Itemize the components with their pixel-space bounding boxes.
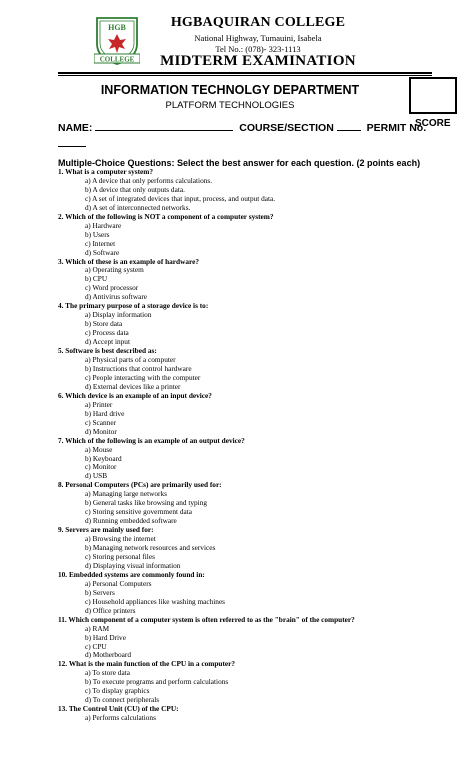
question-item (58, 571, 458, 616)
answer-option: d) Monitor (85, 426, 117, 436)
question-item (58, 347, 458, 392)
question-text: 7. Which of the following is an example of an output device? (58, 435, 245, 445)
answer-option: d) A set of interconnected networks. (85, 202, 191, 212)
score-label: SCORE (415, 118, 451, 129)
answer-option: a) Browsing the internet (85, 534, 156, 544)
answer-option: c) Process data (85, 328, 129, 338)
course-section-blank (337, 121, 361, 131)
answer-option: d) Accept input (85, 337, 130, 347)
question-item (58, 481, 458, 526)
question-list (58, 168, 458, 723)
answer-option: c) To display graphics (85, 686, 150, 696)
answer-option: d) USB (85, 471, 108, 481)
exam-title: MIDTERM EXAMINATION (160, 53, 356, 69)
answer-option: b) Hard drive (85, 408, 125, 418)
answer-option: c) A set of integrated devices that input, process, and output data. (85, 193, 276, 203)
question-item (58, 616, 458, 661)
question-item (58, 258, 458, 303)
answer-option: b) Users (85, 229, 110, 239)
college-name: HGBAQUIRAN COLLEGE (170, 15, 346, 30)
answer-option: d) Antivirus software (85, 292, 148, 302)
subject-title: PLATFORM TECHNOLOGIES (165, 100, 295, 111)
answer-option: b) Servers (85, 587, 115, 597)
svg-text:COLLEGE: COLLEGE (99, 55, 135, 64)
question-item (58, 437, 458, 482)
answer-option: c) CPU (85, 641, 107, 651)
answer-option: b) Keyboard (85, 453, 122, 463)
college-address: National Highway, Tumauini, Isabela (194, 33, 322, 43)
question-text: 6. Which device is an example of an input device? (58, 390, 212, 400)
question-item (58, 168, 458, 213)
answer-option: a) Printer (85, 399, 113, 409)
answer-option: d) Software (85, 247, 120, 257)
header-rule-thin (58, 75, 432, 76)
answer-option: d) To connect peripherals (85, 695, 160, 705)
question-item (58, 705, 458, 723)
answer-option: c) Storing personal files (85, 551, 155, 561)
question-text: 4. The primary purpose of a storage device is to: (58, 301, 209, 311)
document-header (0, 0, 474, 80)
answer-option: b) A device that only outputs data. (85, 184, 185, 194)
question-text: 10. Embedded systems are commonly found in: (58, 569, 205, 579)
answer-option: c) Storing sensitive government data (85, 507, 192, 517)
name-blank (95, 121, 233, 131)
college-logo-icon (94, 14, 140, 66)
answer-option: d) Running embedded software (85, 516, 177, 526)
question-text: 9. Servers are mainly used for: (58, 525, 154, 535)
question-text: 5. Software is best described as: (58, 346, 157, 356)
question-item (58, 660, 458, 705)
question-text: 11. Which component of a computer system is often referred to as the "brain" of the computer? (58, 614, 355, 624)
answer-option: a) Hardware (85, 220, 122, 230)
header-rule-thick (58, 72, 432, 74)
score-box (409, 77, 457, 114)
answer-option: d) Displaying visual information (85, 560, 181, 570)
department-title: INFORMATION TECHNOLGY DEPARTMENT (100, 83, 360, 97)
name-label: NAME: (58, 122, 93, 134)
college-telephone: Tel No.: (078)- 323-1113 (215, 44, 301, 54)
answer-option: d) Motherboard (85, 650, 131, 660)
answer-option: c) Word processor (85, 283, 139, 293)
answer-option: a) A device that only performs calculations. (85, 175, 213, 185)
answer-option: b) To execute programs and perform calculations (85, 677, 229, 687)
answer-option: a) Personal Computers (85, 578, 152, 588)
answer-option: b) General tasks like browsing and typing (85, 498, 207, 508)
question-text: 8. Personal Computers (PCs) are primarily used for: (58, 480, 222, 490)
answer-option: c) People interacting with the computer (85, 372, 201, 382)
question-text: 2. Which of the following is NOT a component of a computer system? (58, 211, 274, 221)
answer-option: c) Household appliances like washing machines (85, 596, 226, 606)
answer-option: c) Internet (85, 238, 116, 248)
instructions: Multiple-Choice Questions: Select the best answer for each question. (2 points each) (58, 158, 421, 168)
question-item (58, 526, 458, 571)
answer-option: b) CPU (85, 274, 108, 284)
answer-option: a) RAM (85, 623, 110, 633)
question-text: 12. What is the main function of the CPU in a computer? (58, 659, 236, 669)
question-text: 3. Which of these is an example of hardware? (58, 256, 200, 266)
permit-label: PERMIT No. (366, 122, 427, 134)
question-text: 1. What is a computer system? (58, 167, 153, 176)
question-item (58, 392, 458, 437)
answer-option: a) Mouse (85, 444, 113, 454)
question-item (58, 213, 458, 258)
permit-blank (58, 137, 86, 147)
answer-option: d) Office printers (85, 605, 136, 615)
answer-option: b) Store data (85, 319, 123, 329)
answer-option: c) Scanner (85, 417, 116, 427)
course-section-label: COURSE/SECTION (239, 122, 334, 134)
answer-option: a) Operating system (85, 265, 144, 275)
answer-option: b) Hard Drive (85, 632, 126, 642)
answer-option: b) Managing network resources and services (85, 543, 216, 553)
answer-option: b) Instructions that control hardware (85, 363, 192, 373)
answer-option: a) Display information (85, 310, 152, 320)
question-item (58, 302, 458, 347)
question-text: 13. The Control Unit (CU) of the CPU: (58, 704, 179, 714)
answer-option: a) Performs calculations (85, 713, 156, 723)
answer-option: a) To store data (85, 668, 130, 678)
answer-option: a) Managing large networks (85, 489, 167, 499)
answer-option: d) External devices like a printer (85, 381, 181, 391)
student-info-line (58, 121, 426, 134)
answer-option: a) Physical parts of a computer (85, 355, 176, 365)
answer-option: c) Monitor (85, 462, 117, 472)
svg-text:HGB: HGB (108, 23, 126, 32)
